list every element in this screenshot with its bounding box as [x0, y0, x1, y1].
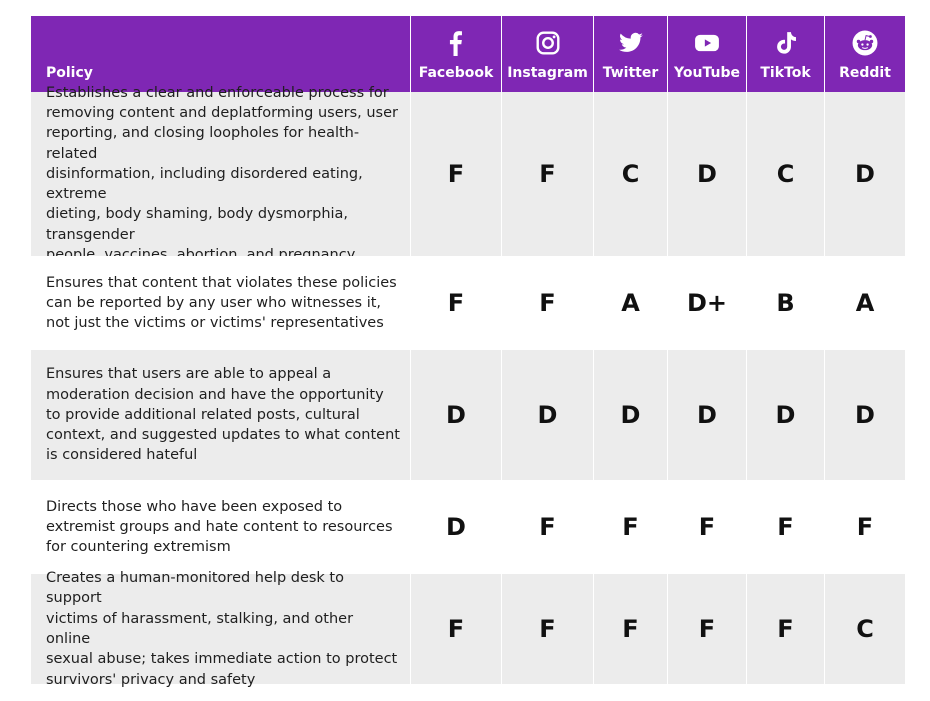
grade-cell: F [502, 92, 594, 256]
instagram-icon [535, 30, 561, 56]
grade-cell: D [825, 350, 905, 480]
policy-grade-table [31, 16, 905, 688]
policy-text: Ensures that content that violates these policies can be reported by any user who witnesses it, not just the victims or victims' representatives [46, 274, 397, 332]
header-instagram-label: Instagram [507, 65, 588, 81]
grade-cell: D [594, 350, 668, 480]
grade-cell: D [747, 350, 825, 480]
grade-cell: D+ [668, 256, 747, 350]
header-youtube-label: YouTube [674, 65, 740, 81]
header-tiktok [747, 16, 825, 92]
header-twitter [594, 16, 668, 92]
grade-cell: D [668, 350, 747, 480]
grade-cell: F [411, 256, 502, 350]
policy-text: Creates a human-monitored help desk to support victims of harassment, stalking, and other online sexual abuse; takes immediate action to protect survivors' privacy and safety [46, 570, 398, 688]
header-reddit-label: Reddit [839, 65, 891, 81]
grade-cell: D [411, 480, 502, 574]
policy-cell [31, 480, 411, 574]
grade-cell: D [825, 92, 905, 256]
policy-cell [31, 256, 411, 350]
header-twitter-label: Twitter [602, 65, 659, 81]
twitter-icon [618, 30, 644, 56]
grade-cell: A [825, 256, 905, 350]
grade-cell: F [825, 480, 905, 574]
grade-cell: D [668, 92, 747, 256]
grade-cell: D [411, 350, 502, 480]
grade-cell: F [411, 574, 502, 684]
policy-cell [31, 84, 411, 256]
header-tiktok-label: TikTok [760, 65, 811, 81]
grade-cell: F [594, 574, 668, 684]
header-facebook [411, 16, 502, 92]
policy-text: Establishes a clear and enforceable process for removing content and deplatforming users, user reporting, and closing loopholes for health-related disinformation, including disordered eating, extreme dieting, body shaming, body dysmorphia, transgender [46, 84, 398, 243]
grade-cell: F [747, 480, 825, 574]
policy-text: Directs those who have been exposed to extremist groups and hate content to resources for countering extremism [46, 498, 393, 556]
grade-cell: F [502, 480, 594, 574]
facebook-icon [443, 30, 469, 56]
header-youtube [668, 16, 747, 92]
reddit-icon [852, 30, 878, 56]
policy-cell [31, 570, 411, 688]
grade-cell: F [668, 480, 747, 574]
header-reddit [825, 16, 905, 92]
header-policy-label: Policy [46, 65, 93, 81]
header-facebook-label: Facebook [418, 65, 494, 81]
grade-cell: F [594, 480, 668, 574]
header-policy [31, 16, 411, 92]
grade-cell: A [594, 256, 668, 350]
grade-cell: C [594, 92, 668, 256]
policy-text: Ensures that users are able to appeal a moderation decision and have the opportunity to provide additional related posts, cultural context, and suggested updates to what content is considered hateful [46, 366, 400, 464]
grade-cell: C [747, 92, 825, 256]
grade-cell: F [747, 574, 825, 684]
grade-cell: D [502, 350, 594, 480]
policy-cell [31, 350, 411, 480]
grade-cell: F [502, 256, 594, 350]
grade-cell: F [668, 574, 747, 684]
grade-cell: C [825, 574, 905, 684]
grade-cell: F [502, 574, 594, 684]
header-instagram [502, 16, 594, 92]
grade-cell: B [747, 256, 825, 350]
grade-cell: F [411, 92, 502, 256]
tiktok-icon [773, 30, 799, 56]
youtube-icon [694, 30, 720, 56]
